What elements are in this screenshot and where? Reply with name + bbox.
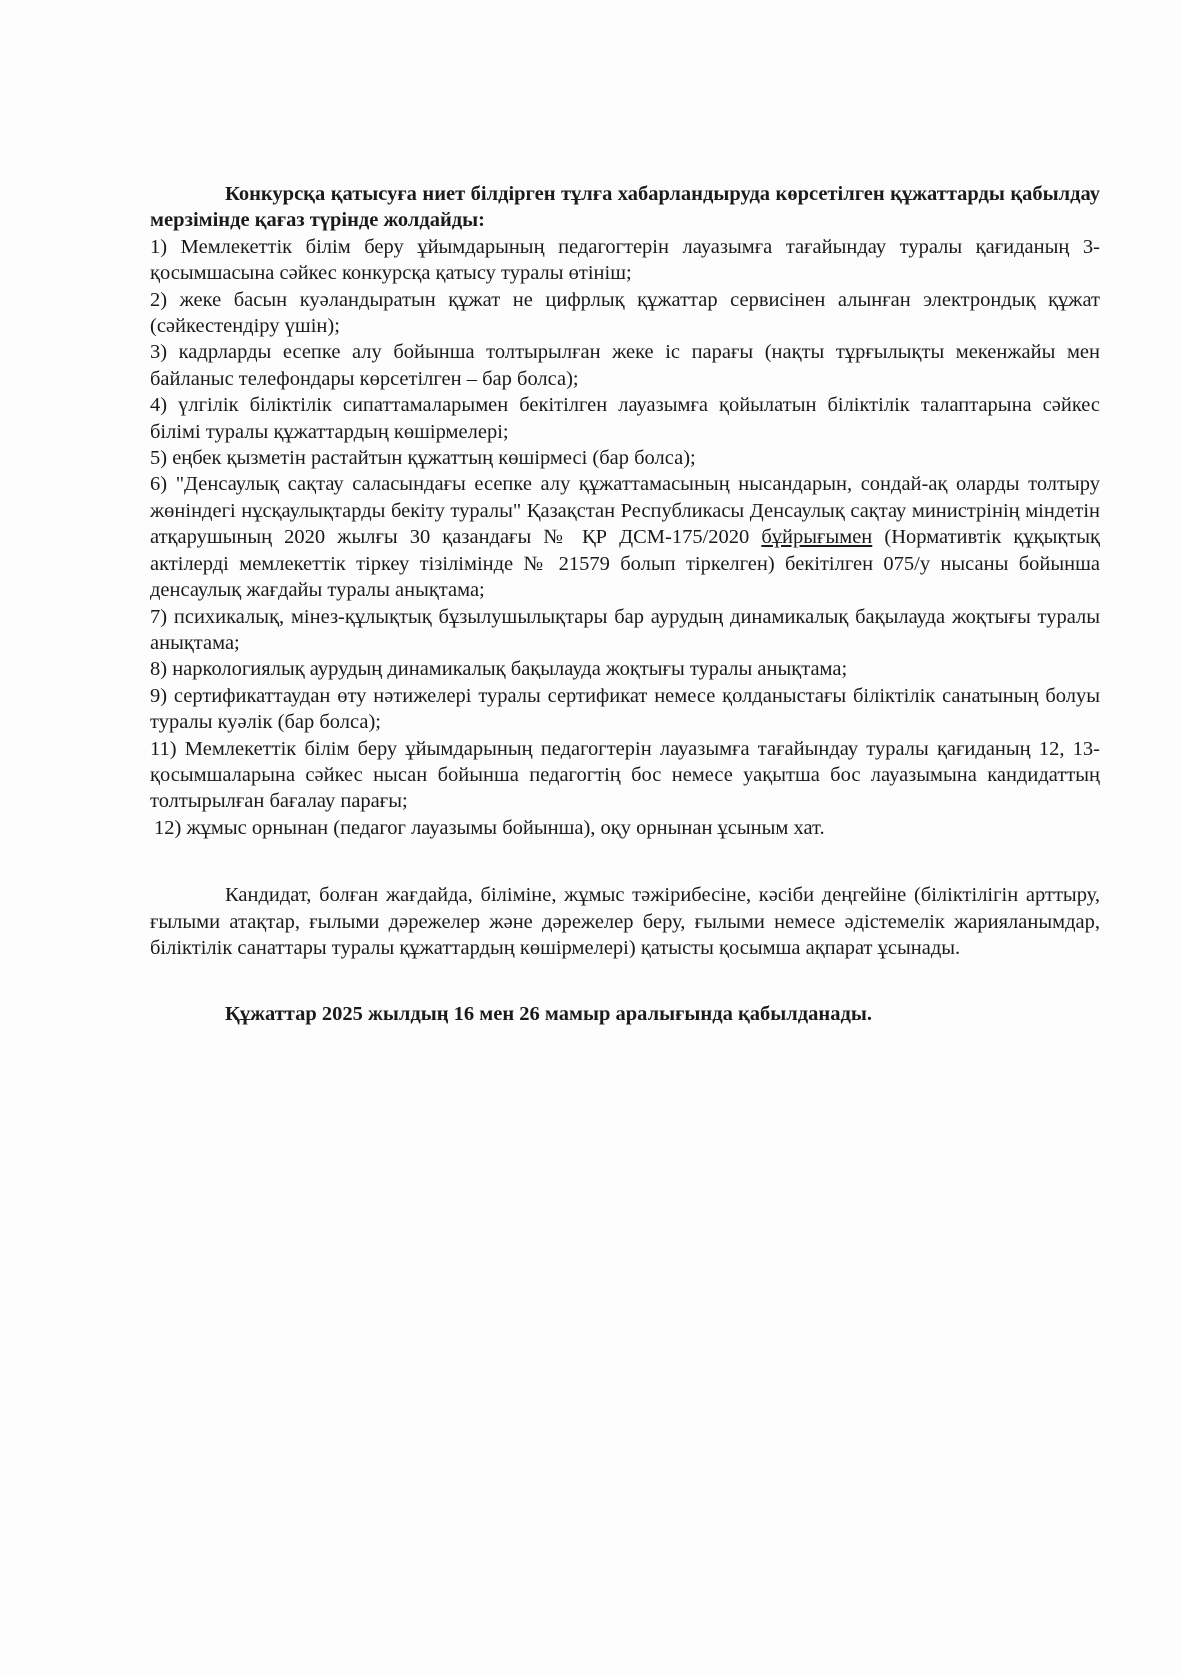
document-body (150, 181, 1100, 1028)
requirement-item-6 (150, 471, 1100, 603)
requirement-item-8: 8) наркологиялық аурудың динамикалық бақылауда жоқтығы туралы анықтама; (150, 658, 848, 681)
requirement-item-9: 9) сертификаттаудан өту нәтижелері туралы сертификат немесе қолданыстағы біліктілік санатының болуы туралы куәлік (бар болса); (150, 684, 1100, 734)
requirement-item-1: 1) Мемлекеттік білім беру ұйымдарының педагогтерін лауазымға тағайындау туралы қағиданың 3- қосымшасына сәйкес конкурсқа қатысу туралы өтініш; (150, 235, 1100, 285)
requirement-item-4: 4) үлгілік біліктілік сипаттамаларымен бекітілген лауазымға қойылатын біліктілік талаптарына сәйкес білімі туралы құжаттардың көшірмелері; (150, 394, 1100, 443)
requirement-item-5: 5) еңбек қызметін растайтын құжаттың көшірмесі (бар болса); (150, 447, 696, 470)
requirement-item-12: 12) жұмыс орнынан (педагог лауазымы бойынша), оқу орнынан ұсыным хат. (154, 816, 825, 839)
requirements-list (150, 234, 1100, 841)
intro-paragraph: Конкурсқа қатысуға ниет білдірген тұлға хабарландыруда көрсетілген құжаттарды қабылдау мерзімінде қағаз түрінде жолдайды: (150, 183, 1100, 232)
requirement-item-2: 2) жеке басын куәландыратын құжат не цифрлық құжаттар сервисінен алынған электрондық құжат (сәйкестендіру үшін); (150, 288, 1100, 338)
deadline-paragraph: Құжаттар 2025 жылдың 16 мен 26 мамыр аралығында қабылданады. (225, 1003, 872, 1026)
requirement-item-7: 7) психикалық, мінез-құлықтық бұзылушылықтары бар аурудың динамикалық бақылауда жоқтығы туралы анықтама; (150, 605, 1100, 654)
candidate-paragraph: Кандидат, болған жағдайда, біліміне, жұмыс тәжірибесіне, кәсіби деңгейіне (біліктілігін арттыру, ғылыми атақтар, ғылыми дәрежелер және дәрежелер беру, ғылыми немесе әдістемелік жарияланымдар, біліктілік санаттары туралы құжаттардың көшірмелері) қатысты қосымша ақпарат ұсынады. (150, 884, 1100, 959)
requirement-item-3: 3) кадрларды есепке алу бойынша толтырылған жеке іс парағы (нақты тұрғылықты мекенжайы мен байланыс телефондары көрсетілген – бар болса); (150, 341, 1100, 390)
requirement-item-6-text-end: (Нормативтік құқықтық актілерді мемлекеттік тіркеу тізілімінде № 21579 болып тіркелген) бекітілген 075/у нысаны бойынша денсаулық жағдайы туралы анықтама; (150, 526, 1100, 602)
requirement-item-11: 11) Мемлекеттік білім беру ұйымдарының педагогтерін лауазымға тағайындау туралы қағиданың 12, 13-қосымшаларына сәйкес нысан бойынша педагогтің бос немесе уақытша бос лауазымына кандидаттың толтырылған бағалау парағы; (150, 737, 1100, 813)
requirement-item-6-text-start: 6) "Денсаулық сақтау саласындағы есепке алу құжаттамасының нысандарын, сондай-ақ оларды толтыру жөніндегі нұсқаулықтарды бекіту туралы" Қазақстан Республикасы Денсаулық сақтау министрінің міндетін атқарушының 2020 жылғы 30 қазандағы № ҚР ДСМ-175/2020 (150, 473, 1100, 549)
order-link[interactable]: бұйрығымен (761, 526, 873, 549)
